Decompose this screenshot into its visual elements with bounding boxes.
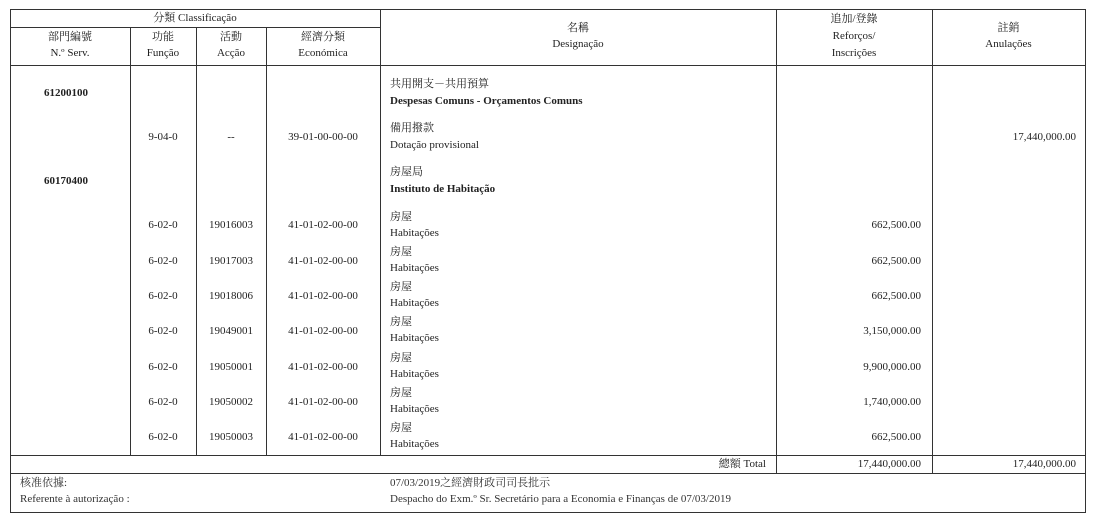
row-name-zh: 房屋 [390,316,412,328]
section-name-pt: Instituto de Habitação [390,183,496,195]
row-eco: 41-01-02-00-00 [288,325,358,337]
header-dept-pt: N.º Serv. [50,47,90,59]
row-func: 6-02-0 [148,325,178,337]
footer-approval-pt: Despacho do Exm.º Sr. Secretário para a Economia e Finanças de 07/03/2019 [390,493,731,505]
footer-basis-pt: Referente à autorização : [20,493,130,505]
row-name-zh: 房屋 [390,246,412,258]
row-act: 19016003 [209,219,253,231]
row-reforco: 662,500.00 [871,290,921,302]
row-eco: 41-01-02-00-00 [288,396,358,408]
header-bottom-border [10,65,1086,66]
section-dept-code: 61200100 [44,87,88,99]
row-name-zh: 備用撥款 [390,122,434,134]
header-classification: 分類 Classificação [153,12,237,24]
row-reforco: 662,500.00 [871,255,921,267]
row-func: 6-02-0 [148,431,178,443]
header-act-pt: Acção [216,47,246,59]
row-name-pt: Habitações [390,438,439,450]
footer-approval-zh: 07/03/2019之經濟財政司司長批示 [390,477,551,489]
header-func-zh: 功能 [152,31,174,43]
row-act: 19050002 [209,396,253,408]
left-border [10,9,11,513]
row-act: -- [227,131,235,143]
footer-basis-zh: 核准依據: [20,477,68,489]
header-dept-zh: 部門編號 [48,31,92,43]
col-divider-eco [380,9,381,456]
table-bottom-border [10,512,1086,513]
header-anulacao-zh: 註銷 [997,22,1020,34]
row-anulacao: 17,440,000.00 [1012,131,1076,143]
classification-underline [10,27,380,28]
row-func: 6-02-0 [148,396,178,408]
total-top-border [10,455,1086,456]
row-eco: 41-01-02-00-00 [288,219,358,231]
row-act: 19018006 [209,290,253,302]
row-reforco: 3,150,000.00 [863,325,921,337]
row-reforco: 1,740,000.00 [863,396,921,408]
row-name-pt: Habitações [390,332,439,344]
row-eco: 39-01-00-00-00 [288,131,358,143]
row-reforco: 9,900,000.00 [863,361,921,373]
row-name-zh: 房屋 [390,422,412,434]
total-anulacao: 17,440,000.00 [1012,458,1076,470]
section-name-pt: Despesas Comuns - Orçamentos Comuns [390,95,583,107]
row-name-pt: Habitações [390,227,439,239]
header-act-zh: 活動 [220,31,242,43]
row-name-pt: Dotação provisional [390,139,479,151]
row-name-zh: 房屋 [390,352,412,364]
header-desig-pt: Designação [552,38,604,50]
row-name-pt: Habitações [390,403,439,415]
right-border [1085,9,1086,513]
section-name-zh: 房屋局 [390,166,423,178]
col-divider-reforco [932,9,933,474]
total-label: 總額 Total [718,458,766,470]
row-reforco: 662,500.00 [871,431,921,443]
row-func: 6-02-0 [148,290,178,302]
section-dept-code: 60170400 [44,175,88,187]
row-eco: 41-01-02-00-00 [288,361,358,373]
row-func: 6-02-0 [148,361,178,373]
section-name-zh: 共用開支－共用預算 [390,78,489,90]
row-reforco: 662,500.00 [871,219,921,231]
row-func: 6-02-0 [148,219,178,231]
row-act: 19017003 [209,255,253,267]
total-reforco: 17,440,000.00 [857,458,921,470]
header-reforco-pt1: Reforços/ [832,30,876,42]
col-divider-act [266,27,267,456]
row-name-pt: Habitações [390,262,439,274]
col-divider-dept [130,27,131,456]
header-eco-zh: 經濟分類 [301,31,345,43]
row-eco: 41-01-02-00-00 [288,290,358,302]
row-name-pt: Habitações [390,297,439,309]
row-func: 6-02-0 [148,255,178,267]
row-func: 9-04-0 [148,131,178,143]
row-act: 19050001 [209,361,253,373]
row-name-pt: Habitações [390,368,439,380]
row-eco: 41-01-02-00-00 [288,255,358,267]
row-name-zh: 房屋 [390,387,412,399]
header-reforco-zh: 追加/登錄 [830,13,878,25]
header-reforco-pt2: Inscrições [831,47,877,59]
header-func-pt: Função [146,47,180,59]
col-divider-func [196,27,197,456]
row-eco: 41-01-02-00-00 [288,431,358,443]
table-top-border [10,9,1086,10]
row-name-zh: 房屋 [390,281,412,293]
header-anulacao-pt: Anulações [985,38,1032,50]
footer-top-border [10,473,1086,474]
header-eco-pt: Económica [298,47,348,59]
row-act: 19050003 [209,431,253,443]
row-name-zh: 房屋 [390,211,412,223]
header-desig-zh: 名稱 [567,22,589,34]
row-act: 19049001 [209,325,253,337]
